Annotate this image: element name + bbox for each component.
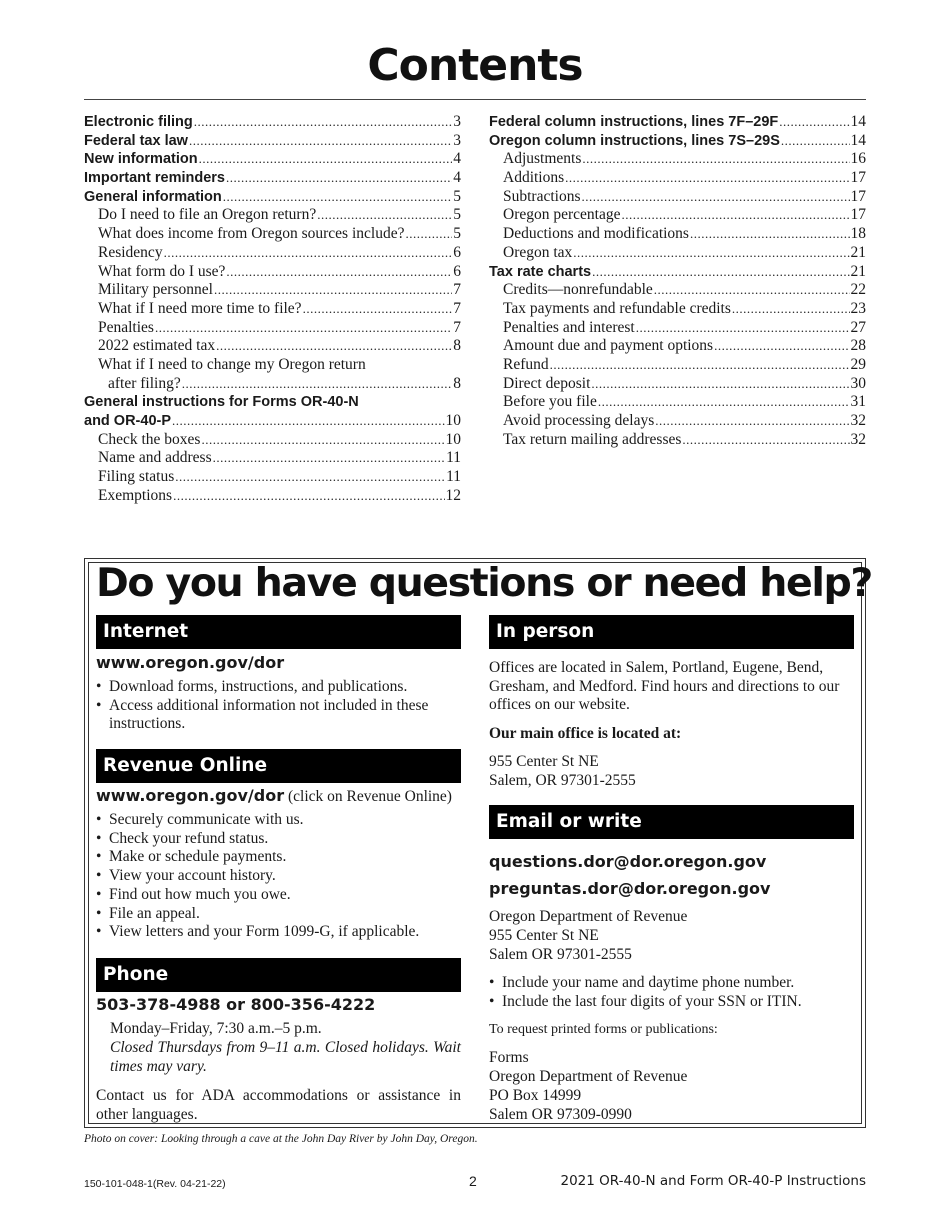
toc-leader-dots: [194, 113, 452, 132]
photo-caption: Photo on cover: Looking through a cave at the John Day River by John Day, Oregon.: [84, 1133, 478, 1145]
toc-leader-dots: [690, 225, 850, 244]
ada-note: Contact us for ADA accommodations or assistance in other languages.: [96, 1087, 461, 1123]
toc-leader-dots: [550, 356, 850, 375]
toc-entry[interactable]: [489, 375, 866, 394]
toc-entry-page: 27: [850, 318, 866, 336]
toc-entry-label: Filing status: [98, 468, 175, 486]
toc-leader-dots: [172, 412, 444, 431]
toc-entry[interactable]: [84, 263, 461, 282]
toc-entry-page: 21: [850, 243, 866, 261]
toc-entry-page: 3: [453, 113, 461, 130]
toc-entry[interactable]: [489, 132, 866, 151]
toc-entry[interactable]: [489, 281, 866, 300]
toc-entry-label: Federal column instructions, lines 7F–29F: [489, 114, 779, 130]
toc-entry-page: 11: [446, 468, 461, 486]
toc-entry[interactable]: [84, 468, 461, 487]
toc-entry[interactable]: [84, 393, 461, 412]
list-item: • Find out how much you owe.: [96, 886, 464, 905]
toc-entry-page: 14: [850, 131, 866, 149]
toc-entry-page: 29: [850, 355, 866, 373]
toc-entry-page: 32: [850, 430, 866, 448]
toc-entry-page: 7: [453, 318, 461, 336]
list-item: • View your account history.: [96, 867, 464, 886]
toc-leader-dots: [621, 206, 849, 225]
toc-entry-label: Subtractions: [503, 187, 581, 205]
toc-leader-dots: [565, 169, 849, 188]
toc-entry[interactable]: [84, 188, 461, 207]
email-preguntas[interactable]: preguntas.dor@dor.oregon.gov: [489, 879, 771, 898]
revenue-online-bullets: [96, 811, 464, 942]
toc-entry-page: 14: [850, 113, 866, 130]
toc-entry-label: Military personnel: [98, 281, 213, 299]
toc-leader-dots: [226, 263, 452, 282]
toc-entry-label: and OR-40-P: [84, 413, 172, 429]
toc-entry[interactable]: [84, 449, 461, 468]
toc-left-column: [84, 113, 461, 505]
toc-leader-dots: [213, 449, 445, 468]
toc-entry[interactable]: [489, 150, 866, 169]
toc-right-column: [489, 113, 866, 449]
toc-entry[interactable]: [84, 150, 461, 169]
toc-entry-label: Oregon tax: [503, 243, 573, 261]
toc-entry-label: Adjustments: [503, 150, 582, 168]
toc-entry-page: 18: [850, 225, 866, 243]
toc-leader-dots: [317, 206, 452, 225]
mail-address-line2: 955 Center St NE: [489, 927, 599, 944]
toc-leader-dots: [636, 319, 850, 338]
phone-closed-note: Closed Thursdays from 9–11 a.m. Closed holidays. Wait times may vary.: [110, 1039, 461, 1075]
toc-leader-dots: [405, 225, 452, 244]
toc-entry-label: Before you file: [503, 393, 597, 411]
toc-entry-label: Residency: [98, 243, 163, 261]
help-title: Do you have questions or need help?: [96, 560, 872, 606]
toc-entry-label: Important reminders: [84, 170, 225, 187]
list-item: • View letters and your Form 1099-G, if applicable.: [96, 923, 464, 942]
toc-leader-dots: [714, 337, 849, 356]
email-write-heading: Email or write: [489, 805, 854, 839]
toc-entry-label: Direct deposit: [503, 374, 591, 392]
toc-entry-page: 16: [850, 150, 866, 168]
toc-entry-page: 6: [453, 243, 461, 261]
toc-entry[interactable]: [84, 281, 461, 300]
main-office-address-line2: Salem, OR 97301-2555: [489, 772, 636, 789]
toc-entry[interactable]: [489, 244, 866, 263]
forms-address-line2: Oregon Department of Revenue: [489, 1068, 688, 1085]
toc-entry-page: 21: [850, 262, 866, 280]
mail-address-line3: Salem OR 97301-2555: [489, 946, 632, 963]
toc-entry-label: Amount due and payment options: [503, 337, 714, 355]
toc-entry-label: 2022 estimated tax: [98, 337, 216, 355]
toc-entry[interactable]: [489, 188, 866, 207]
toc-entry-page: 12: [445, 486, 461, 504]
toc-entry-label: General instructions for Forms OR-40-N: [84, 394, 359, 411]
toc-entry-label: Name and address: [98, 449, 212, 467]
toc-leader-dots: [189, 132, 452, 151]
forms-address-line4: Salem OR 97309-0990: [489, 1106, 632, 1123]
toc-entry-page: 8: [453, 374, 461, 392]
forms-request-text: To request printed forms or publications:: [489, 1022, 718, 1037]
toc-leader-dots: [173, 487, 444, 506]
page-number: 2: [469, 1173, 477, 1189]
toc-entry-label: Tax payments and refundable credits: [503, 299, 731, 317]
toc-entry-page: 7: [453, 281, 461, 299]
list-item: • Make or schedule payments.: [96, 848, 464, 867]
list-item: • Download forms, instructions, and publications.: [96, 678, 464, 697]
toc-entry-page: 32: [850, 412, 866, 429]
toc-entry[interactable]: [84, 431, 461, 450]
toc-leader-dots: [655, 412, 849, 431]
toc-entry-label: Penalties: [98, 318, 154, 336]
toc-leader-dots: [216, 337, 452, 356]
toc-leader-dots: [682, 431, 849, 450]
toc-entry[interactable]: [84, 113, 461, 132]
toc-entry-label: What if I need to change my Oregon return: [98, 355, 366, 373]
toc-entry-label: Credits—nonrefundable: [503, 281, 653, 299]
toc-entry[interactable]: [489, 206, 866, 225]
toc-entry[interactable]: [489, 393, 866, 412]
toc-entry[interactable]: [84, 319, 461, 338]
toc-entry-page: 17: [850, 206, 866, 224]
toc-entry[interactable]: [84, 206, 461, 225]
toc-entry-page: 11: [446, 449, 461, 467]
email-questions[interactable]: questions.dor@dor.oregon.gov: [489, 852, 767, 871]
toc-entry-page: 22: [850, 281, 866, 299]
toc-leader-dots: [732, 300, 850, 319]
toc-entry-page: 23: [850, 299, 866, 317]
toc-leader-dots: [155, 319, 452, 338]
email-write-bullets: [489, 974, 859, 1011]
list-item: • Access additional information not included in these instructions.: [96, 697, 464, 734]
toc-entry[interactable]: [84, 225, 461, 244]
list-item: • File an appeal.: [96, 905, 464, 924]
toc-entry-page: 4: [453, 150, 461, 168]
mail-address-line1: Oregon Department of Revenue: [489, 908, 688, 925]
toc-leader-dots: [591, 375, 849, 394]
toc-entry[interactable]: [489, 412, 866, 431]
toc-leader-dots: [654, 281, 850, 300]
document-title: 2021 OR-40-N and Form OR-40-P Instructions: [560, 1173, 866, 1189]
toc-entry-label: Oregon column instructions, lines 7S–29S: [489, 132, 780, 149]
toc-entry[interactable]: [84, 412, 461, 431]
toc-entry[interactable]: [489, 263, 866, 282]
toc-entry[interactable]: [489, 169, 866, 188]
revenue-online-url-note: (click on Revenue Online): [284, 788, 452, 805]
revenue-online-url-line: [96, 787, 452, 807]
internet-bullets: [96, 678, 464, 734]
toc-entry-label: Exemptions: [98, 486, 173, 504]
forms-address-line1: Forms: [489, 1049, 529, 1066]
toc-leader-dots: [175, 468, 445, 487]
toc-entry-label: Tax rate charts: [489, 263, 592, 280]
list-item: • Include the last four digits of your SSN or ITIN.: [489, 993, 859, 1012]
toc-entry-page: 17: [850, 169, 866, 187]
toc-entry-page: 5: [453, 206, 461, 224]
toc-leader-dots: [199, 150, 453, 169]
toc-entry-page: 30: [850, 374, 866, 392]
toc-entry[interactable]: [84, 169, 461, 188]
toc-entry-label: New information: [84, 151, 198, 168]
toc-entry-label: Check the boxes: [98, 430, 201, 448]
toc-entry-label: Deductions and modifications: [503, 225, 689, 243]
internet-url[interactable]: www.oregon.gov/dor: [96, 653, 285, 672]
toc-leader-dots: [201, 431, 444, 450]
toc-entry-label: Tax return mailing addresses: [503, 430, 682, 448]
toc-entry[interactable]: [84, 300, 461, 319]
main-office-label: Our main office is located at:: [489, 725, 682, 742]
toc-entry-page: 5: [453, 187, 461, 205]
toc-leader-dots: [598, 393, 850, 412]
toc-entry-label: Avoid processing delays: [503, 412, 655, 429]
offices-text: Offices are located in Salem, Portland, Eugene, Bend, Gresham, and Medford. Find hours and directions to our offices on our website.: [489, 659, 840, 714]
toc-leader-dots: [582, 188, 850, 207]
toc-entry[interactable]: [489, 319, 866, 338]
toc-entry-page: 31: [850, 393, 866, 411]
toc-entry[interactable]: [489, 356, 866, 375]
toc-leader-dots: [223, 188, 452, 207]
toc-entry-label: Additions: [503, 169, 565, 187]
toc-entry-label: What if I need more time to file?: [98, 299, 302, 317]
toc-entry[interactable]: [489, 113, 866, 132]
toc-leader-dots: [779, 113, 849, 132]
list-item: • Include your name and daytime phone number.: [489, 974, 859, 993]
toc-entry-label: General information: [84, 188, 222, 205]
toc-entry[interactable]: [84, 337, 461, 356]
toc-leader-dots: [303, 300, 453, 319]
toc-entry-page: 7: [453, 299, 461, 317]
list-item: • Securely communicate with us.: [96, 811, 464, 830]
in-person-heading: In person: [489, 615, 854, 649]
toc-entry[interactable]: [84, 244, 461, 263]
toc-entry-page: 17: [850, 187, 866, 205]
phone-numbers[interactable]: 503-378-4988 or 800-356-4222: [96, 995, 376, 1014]
title-divider: [84, 99, 866, 100]
toc-entry[interactable]: [84, 375, 461, 394]
toc-entry[interactable]: [84, 356, 461, 375]
toc-leader-dots: [182, 375, 453, 394]
toc-entry-label: What does income from Oregon sources include?: [98, 225, 405, 243]
toc-entry[interactable]: [489, 300, 866, 319]
toc-entry[interactable]: [84, 487, 461, 506]
toc-leader-dots: [164, 244, 453, 263]
internet-heading: Internet: [96, 615, 461, 649]
revenue-online-url[interactable]: www.oregon.gov/dor: [96, 786, 285, 805]
toc-leader-dots: [214, 281, 452, 300]
toc-leader-dots: [226, 169, 452, 188]
toc-leader-dots: [781, 132, 850, 151]
toc-entry[interactable]: [489, 225, 866, 244]
toc-entry-label: Refund: [503, 355, 549, 373]
toc-entry-label: Electronic filing: [84, 114, 193, 130]
toc-entry[interactable]: [489, 337, 866, 356]
revenue-online-heading: Revenue Online: [96, 749, 461, 783]
toc-entry-page: 10: [445, 430, 461, 448]
phone-heading: Phone: [96, 958, 461, 992]
toc-entry-page: 28: [850, 337, 866, 355]
phone-hours: Monday–Friday, 7:30 a.m.–5 p.m.: [110, 1020, 322, 1037]
toc-entry-label: Federal tax law: [84, 132, 188, 149]
toc-leader-dots: [582, 150, 849, 169]
main-office-address-line1: 955 Center St NE: [489, 753, 599, 770]
toc-entry-label: Oregon percentage: [503, 206, 621, 224]
toc-leader-dots: [592, 263, 849, 282]
forms-address-line3: PO Box 14999: [489, 1087, 582, 1104]
toc-entry[interactable]: [84, 132, 461, 151]
page-title: Contents: [367, 40, 583, 91]
toc-entry-label: What form do I use?: [98, 262, 226, 280]
toc-leader-dots: [573, 244, 849, 263]
toc-entry-page: 6: [453, 262, 461, 280]
toc-entry-page: 3: [453, 131, 461, 149]
list-item: • Check your refund status.: [96, 830, 464, 849]
toc-entry-label: after filing?: [108, 374, 181, 392]
toc-entry-page: 8: [453, 337, 461, 355]
toc-entry[interactable]: [489, 431, 866, 450]
toc-entry-page: 5: [453, 225, 461, 243]
form-number: 150-101-048-1(Rev. 04-21-22): [84, 1178, 226, 1190]
toc-entry-label: Do I need to file an Oregon return?: [98, 206, 317, 224]
toc-entry-label: Penalties and interest: [503, 318, 635, 336]
toc-entry-page: 4: [453, 169, 461, 187]
toc-entry-page: 10: [445, 412, 461, 429]
